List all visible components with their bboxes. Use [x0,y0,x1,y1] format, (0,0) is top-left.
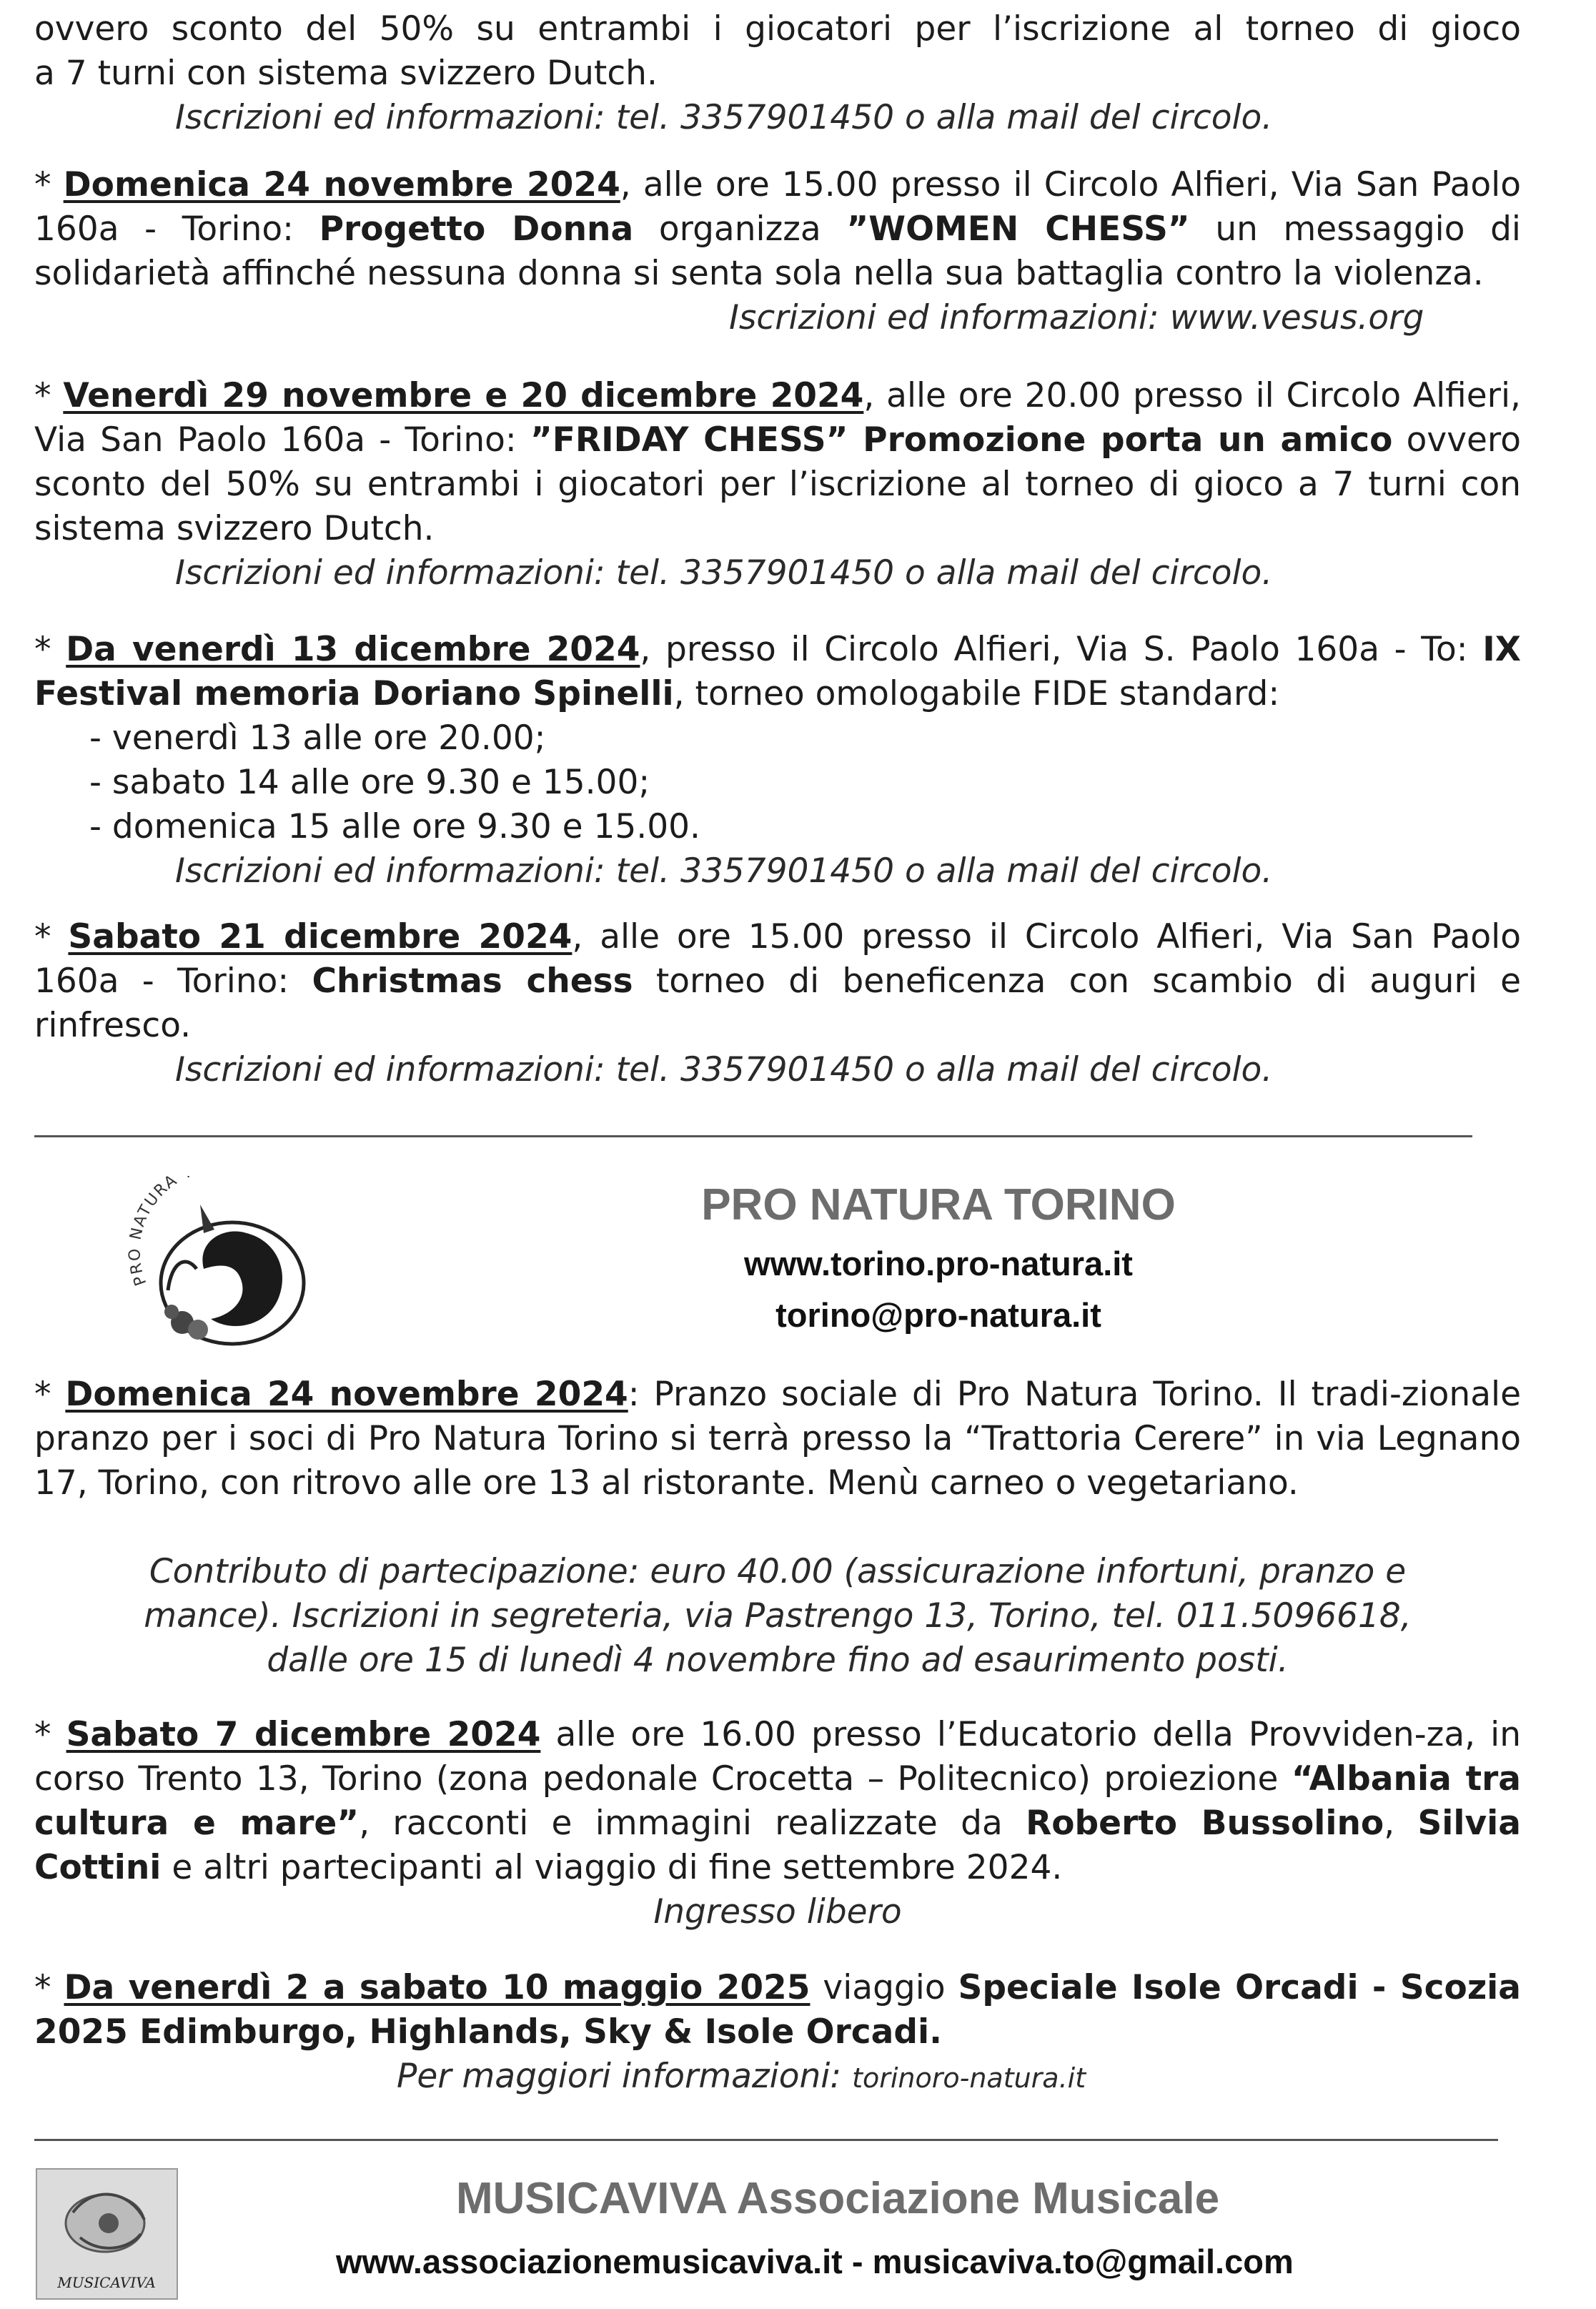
event-info: Iscrizioni ed informazioni: tel. 3357901450 o alla mail del circolo. [175,553,1273,593]
svg-text:PRO NATURA TORINO: PRO NATURA [126,1176,182,1288]
pronatura-website[interactable]: www.torino.pro-natura.it [744,1245,1133,1282]
event-date: Venerdì 29 novembre e 20 dicembre 2024 [63,376,864,415]
event-date: Da venerdì 13 dicembre 2024 [66,630,640,669]
musicaviva-logo [36,2168,178,2300]
musicaviva-contacts: www.associazionemusicaviva.it - musicaviva.to@gmail.com [336,2243,1294,2280]
section-divider [34,1135,1472,1137]
intro-line-2: a 7 turni con sistema svizzero Dutch. [34,54,658,93]
chess-intro [34,7,1521,96]
event-date: Da venerdì 2 a sabato 10 maggio 2025 [64,1968,811,2007]
musicaviva-title: MUSICAVIVA Associazione Musicale [456,2174,1220,2223]
event-date: Domenica 24 novembre 2024 [63,165,620,204]
pronatura-event-orcadi: * Da venerdì 2 a sabato 10 maggio 2025 viaggio Speciale Isole Orcadi - Scozia 2025 Edimburgo, Highlands, Sky & Isole Orcadi. [34,1968,1521,2052]
event-info-3: dalle ore 15 di lunedì 4 novembre fino ad esaurimento posti. [267,1641,1289,1680]
section-divider [34,2139,1498,2141]
event-date: Domenica 24 novembre 2024 [65,1375,628,1414]
info-link[interactable]: torinoro-natura.it [852,2062,1086,2094]
event-info-2: mance). Iscrizioni in segreteria, via Pastrengo 13, Torino, tel. 011.5096618, [144,1596,1412,1636]
list-item: - domenica 15 alle ore 9.30 e 15.00. [89,807,700,846]
event-info: Per maggiori informazioni: torinoro-natura.it [397,2057,1086,2096]
chess-event-christmas: * Sabato 21 dicembre 2024, alle ore 15.00 presso il Circolo Alfieri, Via San Paolo 160a - Torino: Christmas chess torneo di beneficenza con scambio di auguri e rinfresco. [34,917,1521,1045]
event-date: Sabato 21 dicembre 2024 [68,917,573,956]
pronatura-email[interactable]: torino@pro-natura.it [775,1296,1101,1334]
schedule-list [89,716,700,849]
event-info: Iscrizioni ed informazioni: www.vesus.org [729,298,1424,337]
list-item: - venerdì 13 alle ore 20.00; [89,718,546,758]
pronatura-event-albania: * Sabato 7 dicembre 2024 alle ore 16.00 presso l’Educatorio della Provviden-za, in corso Trento 13, Torino (zona pedonale Crocetta – Politecnico) proiezione “Albania tra cultura e mare”, racconti e immagini realizzate da Roberto Bussolino, Silvia Cottini e altri partecipanti al viaggio di fine settembre 2024. [34,1715,1521,1887]
musicaviva-email[interactable]: musicaviva.to@gmail.com [872,2243,1294,2280]
list-item: - sabato 14 alle ore 9.30 e 15.00; [89,763,650,802]
musicaviva-website[interactable]: www.associazionemusicaviva.it [336,2243,843,2280]
event-info: Iscrizioni ed informazioni: tel. 3357901450 o alla mail del circolo. [175,851,1273,891]
event-date: Sabato 7 dicembre 2024 [66,1715,541,1754]
pronatura-logo [118,1176,318,1355]
event-info: Iscrizioni ed informazioni: tel. 3357901450 o alla mail del circolo. [175,1050,1273,1089]
squirrel-logo-icon [118,1176,318,1355]
chess-event-women-chess: * Domenica 24 novembre 2024, alle ore 15.00 presso il Circolo Alfieri, Via San Paolo 160a - Torino: Progetto Donna organizza ”WOMEN CHESS” un messaggio di solidarietà affinché nessuna donna si senta sola nella sua battaglia contro la violenza. [34,165,1521,293]
svg-text:MUSICAVIVA: MUSICAVIVA [57,2274,156,2291]
pronatura-event-pranzo: * Domenica 24 novembre 2024: Pranzo sociale di Pro Natura Torino. Il tradi-zionale pranzo per i soci di Pro Natura Torino si terrà presso la “Trattoria Cerere” in via Legnano 17, Torino, con ritrovo alle ore 13 al ristorante. Menù carneo o vegetariano. [34,1375,1521,1503]
event-info: Ingresso libero [653,1892,902,1932]
music-logo-icon [37,2170,177,2298]
pronatura-title: PRO NATURA TORINO [701,1180,1176,1230]
chess-event-festival: * Da venerdì 13 dicembre 2024, presso il Circolo Alfieri, Via S. Paolo 160a - To: IX Festival memoria Doriano Spinelli, torneo omologabile FIDE standard: [34,630,1521,713]
intro-info: Iscrizioni ed informazioni: tel. 3357901450 o alla mail del circolo. [175,98,1273,137]
intro-line-1: ovvero sconto del 50% su entrambi i giocatori per l’iscrizione al torneo di gioco [34,9,1521,49]
event-info-1: Contributo di partecipazione: euro 40.00 (assicurazione infortuni, pranzo e [149,1552,1407,1591]
chess-event-friday-chess: * Venerdì 29 novembre e 20 dicembre 2024, alle ore 20.00 presso il Circolo Alfieri, Via San Paolo 160a - Torino: ”FRIDAY CHESS” Promozione porta un amico ovvero sconto del 50% su entrambi i giocatori per l’iscrizione al torneo di gioco a 7 turni con sistema svizzero Dutch. [34,376,1521,548]
